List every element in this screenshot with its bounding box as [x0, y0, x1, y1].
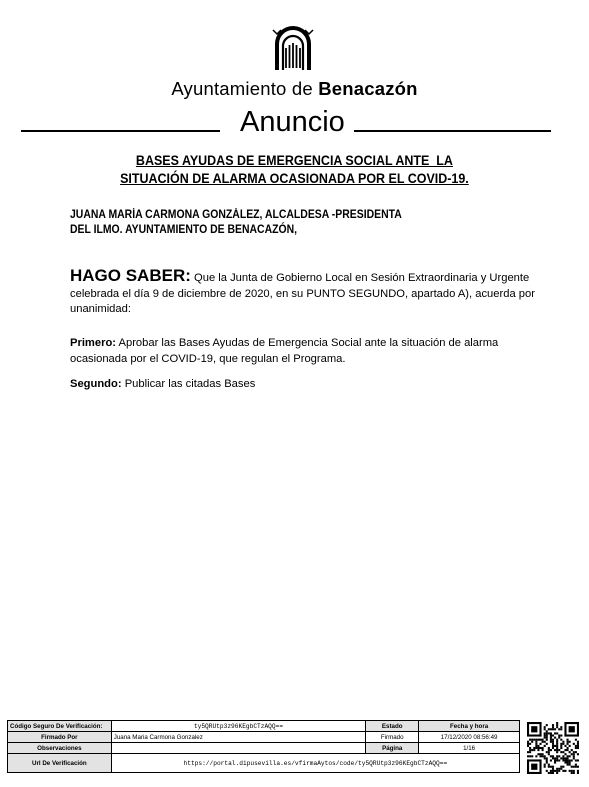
table-row: [8, 754, 520, 773]
codigo-value: ty5QRUtp3z96KEgbCTzAQQ==: [111, 721, 366, 732]
primero-text: Aprobar las Bases Ayudas de Emergencia Social ante la situación de alarma ocasionada por el COVID-19, que regulan el Programa.: [70, 337, 499, 365]
heading-line-1: BASES AYUDAS DE EMERGENCIA SOCIAL ANTE LA: [135, 153, 453, 169]
hago-saber-text: Que la Junta de Gobierno Local en Sesión Extraordinaria y Urgente celebrada el día 9 de diciembre de 2020, en su PUNTO SEGUNDO, apartado A), acuerda por unanimidad:: [70, 272, 535, 315]
org-prefix: Ayuntamiento de: [171, 78, 313, 99]
observaciones-value: [111, 743, 366, 754]
title-row: [0, 104, 589, 140]
heading-line-2: SITUACIÓN DE ALARMA OCASIONADA POR EL COVID-19.: [120, 171, 469, 187]
primero-paragraph: [70, 336, 540, 367]
estado-value: Firmado: [366, 732, 419, 743]
table-row: [8, 732, 520, 743]
pagina-value: 1/16: [419, 743, 520, 754]
fecha-label: Fecha y hora: [419, 721, 520, 732]
segundo-label: Segundo:: [70, 378, 122, 390]
url-label: Url De Verificación: [8, 754, 112, 773]
notice-heading: [35, 152, 553, 188]
qr-code-icon: [527, 722, 579, 774]
primero-label: Primero:: [70, 337, 117, 349]
segundo-text: Publicar las citadas Bases: [121, 378, 256, 390]
table-row: [8, 721, 520, 732]
table-row: [8, 743, 520, 754]
firmado-por-label: Firmado Por: [8, 732, 112, 743]
estado-label: Estado: [366, 721, 419, 732]
hago-saber-label: HAGO SABER:: [70, 266, 191, 285]
title-rule-left: [21, 130, 220, 132]
mayor-block: [70, 207, 402, 237]
mayor-line-2: DEL ILMO. AYUNTAMIENTO DE BENACAZÓN,: [70, 223, 298, 236]
url-value[interactable]: https://portal.dipusevilla.es/vfirmaAytos/code/ty5QRUtp3z96KEgbCTzAQQ==: [111, 754, 519, 773]
firmado-por-value: Juana Maria Carmona Gonzalez: [111, 732, 366, 743]
hago-saber-paragraph: [70, 268, 540, 318]
codigo-label: Código Seguro De Verificación:: [8, 721, 112, 732]
title-rule-right: [354, 130, 551, 132]
organization-name: [0, 78, 589, 100]
observaciones-label: Observaciones: [8, 743, 112, 754]
org-name: Benacazón: [318, 78, 418, 99]
signature-verification-table: [7, 720, 520, 773]
fecha-value: 17/12/2020 08:56:49: [419, 732, 520, 743]
town-hall-arch-icon: [271, 26, 315, 70]
document-title: Anuncio: [240, 106, 345, 138]
mayor-line-1: JUANA MARÍA CARMONA GONZÁLEZ, ALCALDESA -PRESIDENTA: [70, 208, 402, 221]
pagina-label: Página: [366, 743, 419, 754]
segundo-paragraph: [70, 377, 540, 393]
